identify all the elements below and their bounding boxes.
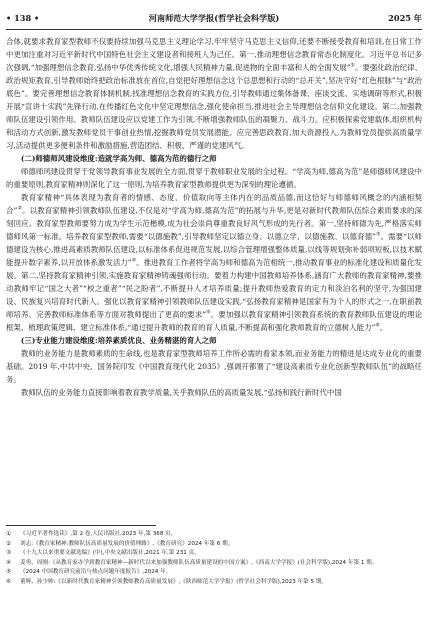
footnote-number: ③ [6,550,12,556]
footnote [6,549,422,559]
text-run: 。 [379,323,388,332]
footnote-ref: ② [17,205,23,212]
footnote-text: 董辉、孙少帅:《以新时代教育家精神引领教师教育高质量发展》,《陕西师范大学学报》(哲学社会科学版),2023 年第 5 期。 [20,578,328,585]
footnote-number: ② [6,540,12,547]
paragraph-4: 教师的业务能力是教师素质的生命线,也是教育家型教师培养工作所必需的看家本领,而业务能力的精进是达成专业化的重要基础。2019 年,中共中央、国务院印发《中国教育现代化 2035》,强调开都署了“建设高素质专业化创新型教师队伍”的战略任务。 [6,349,422,384]
section-heading-3: (三)专业能力建设维度:培养素质优良、业务精湛的育人之师 [20,336,217,345]
text-run: 。推进教育工作者将学高为师和德高为范相统一,推动教育事业的标准化建设和质量化发展。第二,坚持教育家精神引领,实施教育家精神铸魂强师行动。要着力构建中国教师培养体系,涵育广大教师的教育家精神,要推动教师牢记“国之大者”“校之重者”“民之盼者”,不断提升人才培养质量;提升教师热爱教育的定力和淡泊名利的坚守,为强国建设、民族复兴培育时代新人。强化以教育家精神引领教师队伍建设实践,“弘扬教育家精神是国家有为个人的形式之一,在职前教师培养、完善教师标准体系等方面对教师提出了更高的要求” [6,258,422,319]
footnotes [6,530,422,587]
text-run: 。需要“以师德建设为核心,推进高素质教师队伍建设,以标准体系促进规范发展,以综合管理增强整体质量,以线等规划弥补弱项短板,以技术赋能提升数字素养,以开放体系激发活力” [6,232,422,267]
text-run: 。要加强以教育家精神引领教育系统的教育教师队伍建设的理论框架、梳理政策逻辑、建立标准体系,“通过提升教师的教育的育人质量,不断提高和强化教师教育的立德树人能力” [6,310,423,332]
footnote-text: 《2024 中国教育研究前沿与热点问题年度报告》,2024 年。 [20,569,172,575]
footnote-text: 刘志:《教育家精神:教师队伍高质量发展的价值理路》,《教育研究》2024 年第 6 期。 [20,540,234,547]
paragraph-2: 师德师风建设贯穿于党领导教育事业发展的全方面,贯穿于教师职业发展的全过程。“学高为师,德高为范”是师德师风建设中的重要原则,教育家精神则深化了这一原则,为培养教育家型教师提供更为深刻的理论遵循。 [6,167,422,189]
footnote-text: 《十九大以来重要文献选编》(中),中央文献出版社,2021 年,第 231 页。 [20,550,200,556]
running-header [6,13,422,27]
header-rule [6,29,422,30]
footnote-ref: ⑤ [206,309,211,316]
text-run: 教育家精神“具体表现为教育者的情感、态度、价值取向等主体内在的品质品德,而这恰好与师德师风概念的内涵相契合” [6,193,422,215]
footnote-ref: ④ [131,257,137,264]
footnote [6,559,422,569]
footnote-number: ⑥ [6,578,12,585]
footnote [6,578,422,588]
footnote-text: 姜勇、周刚:《从教育家办学到教育家精神—新时代以来加强教师队伍高质量建设的中国方案》,《西南大学学报》(社会科学版),2024 年第 1 期。 [20,559,378,566]
header-year: 2025 年 [388,13,422,23]
paragraph-1 [6,35,422,152]
footnote-number: ① [6,531,12,537]
footnote-ref: ⑥ [375,322,380,329]
footnote-ref: ① [350,62,356,69]
page-number: • 138 • [6,13,40,23]
footnote-number: ④ [6,559,12,566]
journal-title: 河南师范大学学报(哲学社会科学版) [148,13,280,23]
text-run: 。要强化政治纪律、政治规矩教育,引导教师始终把政治标准放在首位,自觉把好理想信念这个总思想和行动的“总开关”,坚决守好“红色根脉”与“政治底色”。要完善理想信念教育体制机制,找准理想信念教育的实践方位,引导教师通过集体备课、座谈交流、实地调研等形式,积极开展“宣讲十实践”先锋行动,在传播红色文化中坚定理想信念,强化使命担当,推进社会主导理想信念信仰文化建设。第二,加强教师队伍建设引领作用。教师队伍建设应以党建工作为引领,不断增强教师队伍的凝聚力、战斗力。应积极探索党建载体,组织机构和活动方式创新,激发教师党员干事创业热情,挖掘教师党员发展潜能。应完善思政教育,加大资源投入,为教师党员提供高质量学习,活动提供更多便利条件和激励措施,营造团结、积极、严谨的党建风气。 [6,63,423,150]
footnote-number: ⑤ [6,569,12,575]
footnote [6,568,422,578]
text-run: 合体,就要求教育家型教师不仅要持续加强马克思主义理论学习,牢牢坚守马克思主义信仰,还要不断接受教育和培训,在日常工作中更加注重对习近平新时代中国特色社会主义建设者和接班人为己任。第一,推动理想信念教育常态化制度化。习近平总书记多次强调,“加强理想信念教育,弘扬中华优秀传统文化,增强人民精神力量,促进物的全面丰富和人的全面发展” [6,37,422,72]
footnote [6,540,422,550]
footnote [6,530,422,540]
footnote-ref: ③ [375,231,381,238]
footnote-rule [6,525,156,526]
paragraph-3 [6,191,422,334]
text-run: 。以教育家精神引领教师队伍建设,不仅是对“学高为师,德高为范”的拓展与升华,更是对新时代教师队伍综合素质要求的深刻回应。教育家型教师要努力成为学生示范楷模,成为社会崇尚尊重教良好风气形成的先行者。第一,坚持师德为先,严格落实师德师风第一标准。培养教育家型教师,需要“以德施教”,引导教师坚定以德立身、以德立学、以德施教、以德育德” [6,206,422,241]
paragraph-5: 教师队伍的业务能力直接影响着教育教学质量,关乎教师队伍的高质量发展,“弘扬和践行新时代中国 [20,388,342,397]
footnote-text: 《习近平著作选读》,第 2 卷,人民出版社,2023 年,第 368 页。 [20,531,177,537]
article-body [6,35,422,399]
section-heading-2: (二)师德师风建设维度:造就学高为师、德高为范的德行之师 [20,154,217,163]
